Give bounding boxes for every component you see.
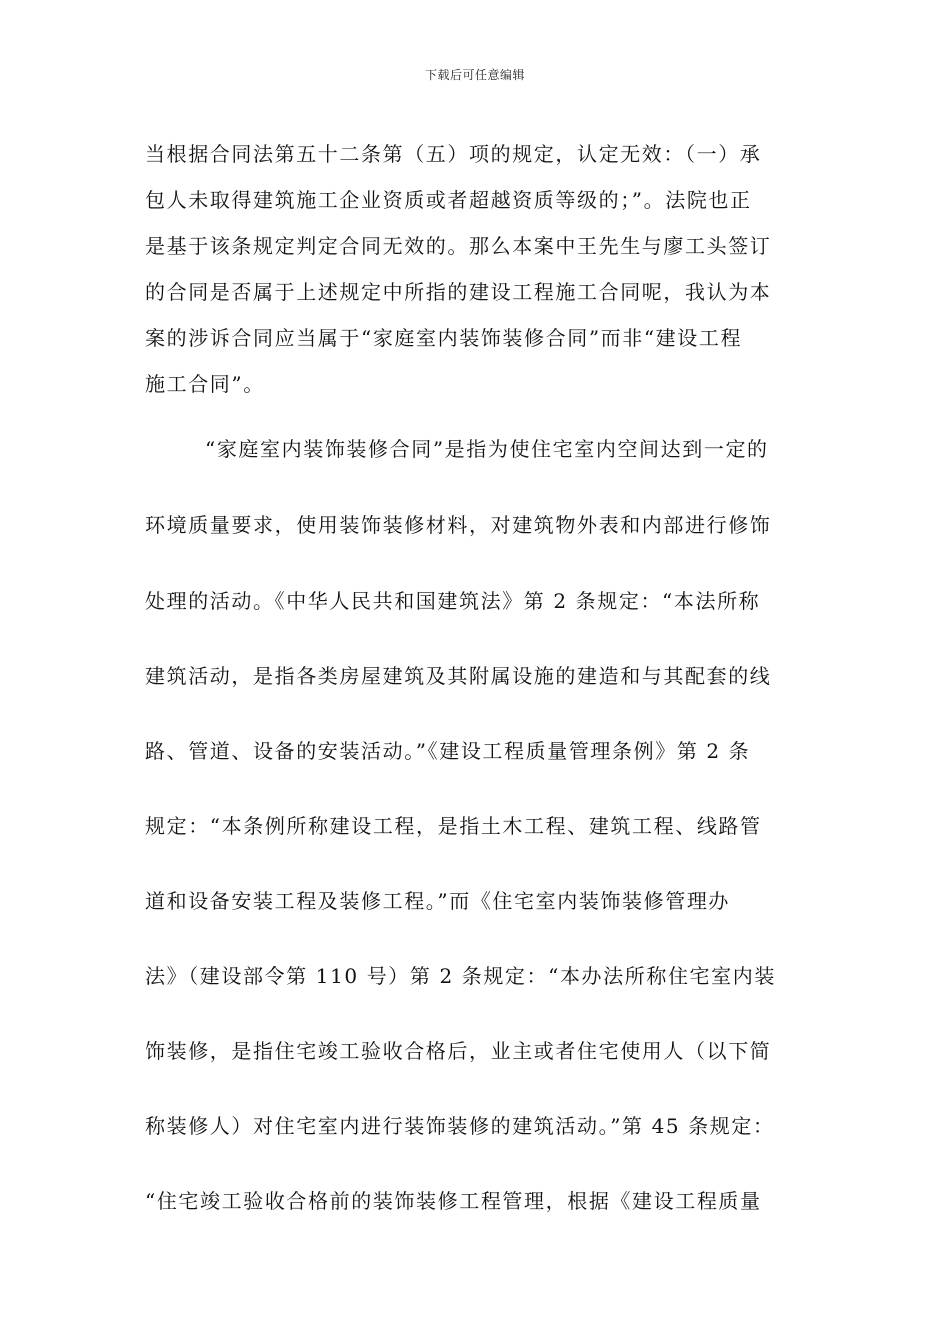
paragraph-2-line-10: 称装修人）对住宅室内进行装饰装修的建筑活动。”第 45 条规定：: [145, 1114, 775, 1138]
paragraph-1-line-2: 包人未取得建筑施工企业资质或者超越资质等级的；”。法院也正: [145, 188, 752, 212]
paragraph-1-line-6: 施工合同”。: [145, 372, 265, 396]
paragraph-1-line-4: 的合同是否属于上述规定中所指的建设工程施工合同呢，我认为本: [145, 280, 772, 304]
paragraph-2-line-7: 道和设备安装工程及装修工程。”而《住宅室内装饰装修管理办: [145, 889, 731, 913]
paragraph-2-line-4: 建筑活动，是指各类房屋建筑及其附属设施的建造和与其配套的线: [145, 664, 772, 688]
paragraph-1-line-5: 案的涉诉合同应当属于“家庭室内装饰装修合同”而非“建设工程: [145, 326, 743, 350]
paragraph-2-line-2: 环境质量要求，使用装饰装修材料，对建筑物外表和内部进行修饰: [145, 513, 772, 537]
paragraph-1-line-1: 当根据合同法第五十二条第（五）项的规定，认定无效：（一）承: [145, 142, 762, 166]
paragraph-2-line-3: 处理的活动。《中华人民共和国建筑法》第 2 条规定：“本法所称: [145, 589, 761, 613]
paragraph-2-line-11: “住宅竣工验收合格前的装饰装修工程管理，根据《建设工程质量: [145, 1189, 762, 1213]
paragraph-2-line-9: 饰装修，是指住宅竣工验收合格后，业主或者住宅使用人（以下简: [145, 1039, 772, 1063]
page-header: 下载后可任意编辑: [424, 68, 525, 82]
paragraph-2-line-6: 规定：“本条例所称建设工程，是指土木工程、建筑工程、线路管: [145, 814, 762, 838]
paragraph-2-line-1: “家庭室内装饰装修合同”是指为使住宅室内空间达到一定的: [205, 437, 769, 461]
paragraph-2-line-5: 路、管道、设备的安装活动。”《建设工程质量管理条例》第 2 条: [145, 739, 751, 763]
paragraph-1-line-3: 是基于该条规定判定合同无效的。那么本案中王先生与廖工头签订: [145, 234, 772, 258]
paragraph-2-line-8: 法》（建设部令第 110 号）第 2 条规定：“本办法所称住宅室内装: [145, 964, 776, 988]
